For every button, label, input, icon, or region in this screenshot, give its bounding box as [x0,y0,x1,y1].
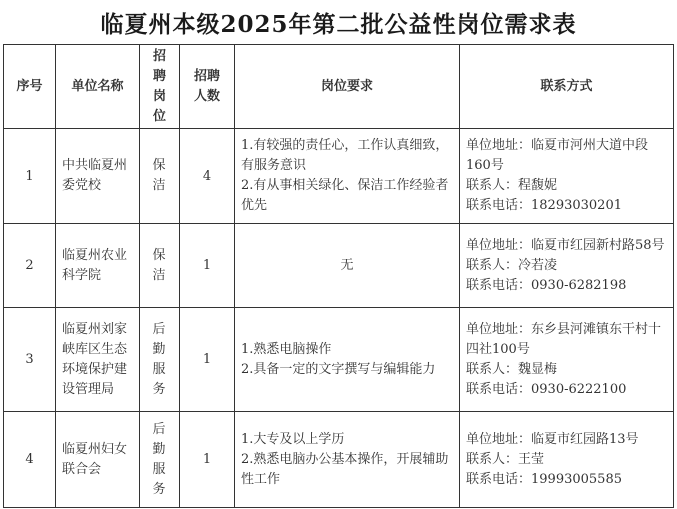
header-no: 序号 [4,45,56,129]
row-requirement: 1.有较强的责任心，工作认真细致，有服务意识 2.有从事相关绿化、保洁工作经验者优先 [235,129,460,224]
row-unit: 临夏州刘家峡库区生态环境保护建设管理局 [56,308,140,412]
header-row [4,45,674,129]
row-no: 1 [4,129,56,224]
row-unit: 临夏州妇女联合会 [56,412,140,508]
table-row [4,412,674,508]
row-position: 保洁 [140,224,180,308]
row-contact: 单位地址：临夏市河州大道中段160号 联系人：程馥妮 联系电话：18293030201 [460,129,674,224]
table-row [4,129,674,224]
row-requirement: 1.熟悉电脑操作 2.具备一定的文字撰写与编辑能力 [235,308,460,412]
header-contact: 联系方式 [460,45,674,129]
row-requirement: 无 [235,224,460,308]
row-count: 1 [180,412,235,508]
row-count: 1 [180,308,235,412]
row-no: 2 [4,224,56,308]
row-position: 后勤服务 [140,308,180,412]
header-unit: 单位名称 [56,45,140,129]
page-title: 临夏州本级2025年第二批公益性岗位需求表 [100,10,577,38]
table-row [4,308,674,412]
row-count: 4 [180,129,235,224]
row-contact: 单位地址：东乡县河滩镇东干村十四社100号 联系人：魏显梅 联系电话：0930-6222100 [460,308,674,412]
row-position: 保洁 [140,129,180,224]
row-no: 3 [4,308,56,412]
row-contact: 单位地址：临夏市红园新村路58号 联系人：冷若凌 联系电话：0930-6282198 [460,224,674,308]
job-table [3,44,674,508]
header-position: 招聘岗位 [140,45,180,129]
row-position: 后勤服务 [140,412,180,508]
table-row [4,224,674,308]
header-count: 招聘人数 [180,45,235,129]
row-no: 4 [4,412,56,508]
row-unit: 中共临夏州委党校 [56,129,140,224]
row-count: 1 [180,224,235,308]
header-requirement: 岗位要求 [235,45,460,129]
row-unit: 临夏州农业科学院 [56,224,140,308]
row-requirement: 1.大专及以上学历 2.熟悉电脑办公基本操作，开展辅助性工作 [235,412,460,508]
row-contact: 单位地址：临夏市红园路13号 联系人：王莹 联系电话：19993005585 [460,412,674,508]
